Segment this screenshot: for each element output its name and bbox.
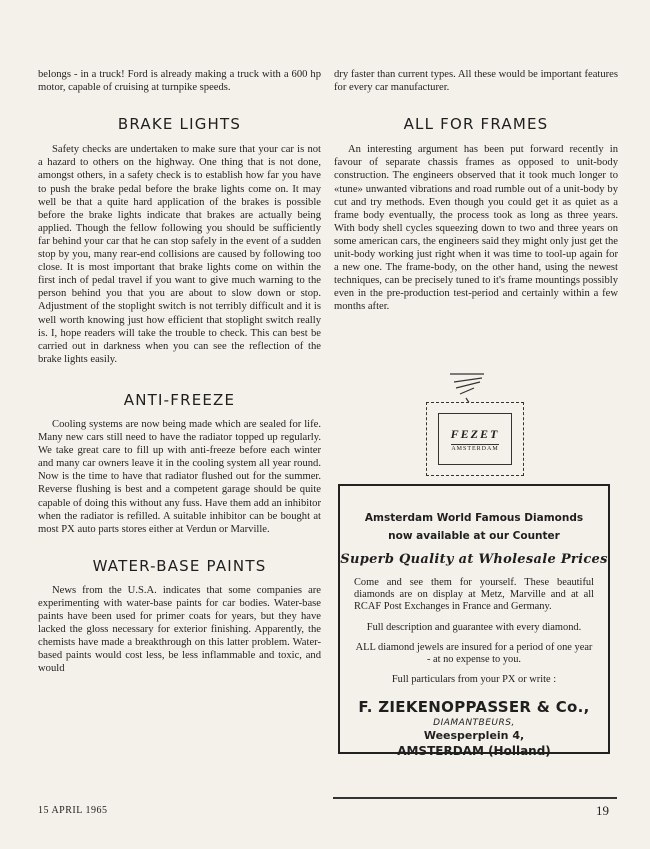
ad-title: Amsterdam World Famous Diamonds	[364, 512, 584, 524]
heading-anti-freeze: ANTI-FREEZE	[123, 390, 236, 409]
heading-all-for-frames: ALL FOR FRAMES	[403, 115, 549, 134]
page-number: 19	[596, 803, 609, 818]
paragraph-water-base-paints: News from the U.S.A. indicates that some companies are experimenting with water-base paints for car bodies. Water-base paints have been used for primer coats for years, but they have lacked the gloss necessary for exterior finishing. Apparently, the chemists have made a breakthrough on this latter problem. Water-based paints would cost less, be less inflammable and toxic, and would	[38, 584, 321, 675]
left-column	[38, 68, 321, 676]
fezet-logo	[426, 402, 524, 476]
ad-paragraph-insurance: ALL diamond jewels are insured for a period of one year - at no expense to you.	[355, 641, 593, 666]
ad-address: Weesperplein 4,	[423, 729, 525, 743]
diamond-advertisement	[338, 484, 610, 759]
intro-paragraph: belongs - in a truck! Ford is already making a truck with a 600 hp motor, capable of cruising at turnpike speeds.	[38, 69, 321, 94]
paragraph-anti-freeze: Cooling systems are now being made which are sealed for life. Many new cars still need to have the radiator topped up regularly. We take great care to fill up with anti-freeze before each winter and many car owners leave it in the cooling system all year round. Now is the time to have that radiator flushed out for the summer. Reverse flushing is best and a competent garage should be quite capable of doing this without any fuss. Have them add an inhibitor when the radiator is refilled. A suitable inhibitor can be bought at most PX auto parts stores either at Verdun or Marville.	[38, 418, 321, 535]
intro-paragraph-right: dry faster than current types. All these would be important features for every car manufacturer.	[334, 69, 618, 94]
ad-company-name: F. ZIEKENOPPASSER & Co.,	[358, 698, 590, 717]
right-column	[334, 68, 618, 314]
ad-subtitle: now available at our Counter	[388, 530, 560, 542]
logo-city: AMSTERDAM	[451, 445, 499, 452]
footer-rule	[333, 797, 617, 799]
paragraph-all-for-frames: An interesting argument has been put forward recently in favour of separate chassis frames as opposed to unit-body construction. The engineers observed that it took much longer to «tune» unwanted vibrations and road rumble out of a unit-body by cut and try methods. Even though you could get it as quiet as a frame body eventually, the process took as long as three years. With body shell cycles squeezing down to two and three years on some american cars, the engineers said they might only just get the unit-body working just right when it was time to tool-up again for a new one. The frame-body, on the other hand, using the newest techniques, can be precisely tuned to it's frame mountings possibly even in the pre-production test-period and certainly within a few months after.	[334, 144, 618, 313]
ad-slogan: Superb Quality at Wholesale Prices	[340, 552, 608, 567]
ad-paragraph-display: Come and see them for yourself. These beautiful diamonds are on display at Metz, Marville and at all RCAF Post Exchanges in France and Germany.	[354, 577, 594, 613]
section-flourish-icon	[448, 370, 488, 406]
footer-date: 15 APRIL 1965	[38, 805, 108, 816]
heading-water-base-paints: WATER-BASE PAINTS	[92, 556, 267, 575]
paragraph-brake-lights: Safety checks are undertaken to make sure that your car is not a hazard to others on the highway. One thing that is not done, amongst others, in a safety check is to establish how far you have to push the brake pedal before the brake lights come on. It may well be that a quite hard application of the brakes is possible before the brake lights indicate that brakes are actually being applied. Though the fellow following you should be sufficiently far behind your car that he can stop safely in the event of a sudden stop by you, many rear-end collisions are caused by following too close. It is most important that brake lights come on within the first inch of pedal travel if you want to give much warning to the person behind you that you are about to slow down or stop. Adjustment of the stoplight switch is not terribly difficult and it is well worth knowing just how efficient that stoplight switch really is. I, hope readers will take the trouble to check. This can best be carried out in darkness when you can see the reflection of the brake lights easily.	[38, 144, 321, 365]
ad-trade: DIAMANTBEURS,	[433, 718, 515, 729]
ad-paragraph-particulars: Full particulars from your PX or write :	[391, 674, 557, 686]
logo-brand: FEZET	[450, 426, 500, 441]
ad-city: AMSTERDAM (Holland)	[397, 744, 551, 759]
heading-brake-lights: BRAKE LIGHTS	[117, 115, 242, 134]
ad-paragraph-guarantee: Full description and guarantee with every diamond.	[366, 621, 582, 633]
